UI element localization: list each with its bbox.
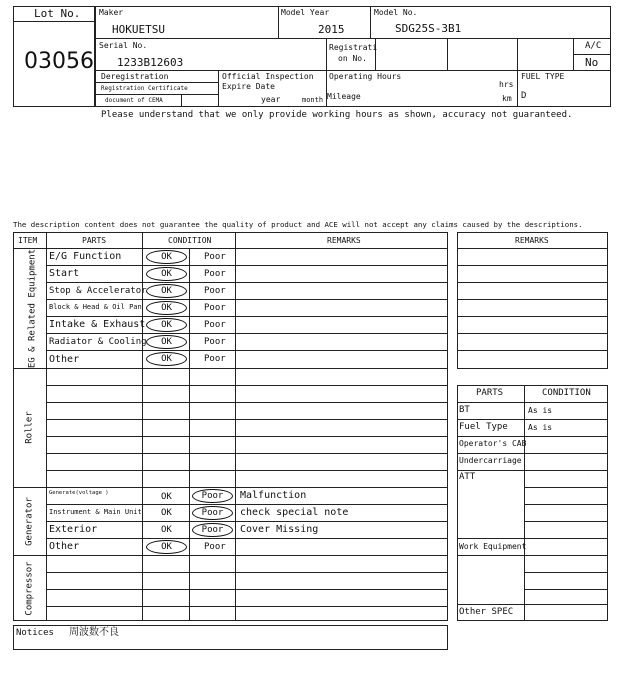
part-label: Other xyxy=(49,541,80,552)
right-condition-value: As is xyxy=(528,406,553,415)
registration-label-2: on No. xyxy=(338,54,367,63)
ok-option: OK xyxy=(161,525,172,535)
right-part-label: BT xyxy=(459,405,470,415)
fuel-type-label: FUEL TYPE xyxy=(521,72,565,81)
model-year-value: 2015 xyxy=(318,23,345,36)
poor-selected: Poor xyxy=(192,489,233,503)
maker-label: Maker xyxy=(99,8,124,17)
inspection-label-2: Expire Date xyxy=(222,82,275,91)
ok-selected: OK xyxy=(146,250,187,264)
hours-notice: Please understand that we only provide working hours as shown, accuracy not guaranteed. xyxy=(101,110,573,120)
poor-option: Poor xyxy=(204,542,226,552)
part-label: Block & Head & Oil Pan xyxy=(49,303,142,311)
section-roller: Roller xyxy=(24,411,35,444)
poor-option: Poor xyxy=(204,354,226,364)
hrs-unit: hrs xyxy=(499,80,514,89)
poor-option: Poor xyxy=(204,269,226,279)
col-parts: PARTS xyxy=(82,236,107,245)
mileage-label: Mileage xyxy=(327,92,361,101)
part-label: Stop & Accelerator xyxy=(49,286,147,296)
col-item: ITEM xyxy=(18,236,38,245)
remark: Cover Missing xyxy=(240,524,319,535)
operating-hours-label: Operating Hours xyxy=(329,72,402,81)
ok-selected: OK xyxy=(146,318,187,332)
right-part-label: ATT xyxy=(459,472,476,482)
poor-option: Poor xyxy=(204,337,226,347)
remark: Malfunction xyxy=(240,490,307,501)
poor-selected: Poor xyxy=(192,523,233,537)
right-part-label: Other SPEC xyxy=(459,607,514,617)
lot-number: 03056 xyxy=(24,49,94,74)
ac-label: A/C xyxy=(585,41,602,51)
poor-option: Poor xyxy=(204,252,226,262)
notices-label: Notices xyxy=(16,628,54,638)
right-remarks-title: REMARKS xyxy=(515,236,549,245)
year-label: year xyxy=(261,95,281,104)
ok-selected: OK xyxy=(146,284,187,298)
right-condition-value: As is xyxy=(528,423,553,432)
section-generator: Generator xyxy=(24,497,35,546)
poor-option: Poor xyxy=(204,286,226,296)
month-label: month xyxy=(302,96,324,104)
section-eg: EG & Related Equipment xyxy=(27,248,38,369)
right-col-parts: PARTS xyxy=(476,388,504,398)
right-part-label: Work Equipment xyxy=(459,542,527,551)
col-remarks: REMARKS xyxy=(327,236,361,245)
part-label: E/G Function xyxy=(49,251,122,262)
ok-option: OK xyxy=(161,492,172,502)
disclaimer: The description content does not guarantee the quality of product and ACE will not accept any claims caused by the descriptions. xyxy=(13,220,583,229)
col-condition: CONDITION xyxy=(168,236,212,245)
poor-selected: Poor xyxy=(192,506,233,520)
part-label: Start xyxy=(49,268,80,279)
fuel-type-value: D xyxy=(521,91,527,101)
lot-label: Lot No. xyxy=(34,7,81,20)
remark: check special note xyxy=(240,507,349,518)
section-compressor: Compressor xyxy=(24,561,35,616)
part-label: Other xyxy=(49,354,80,365)
serial-label: Serial No. xyxy=(99,41,148,50)
right-part-label: Undercarriage xyxy=(459,456,522,465)
maker-value: HOKUETSU xyxy=(112,23,165,36)
ok-option: OK xyxy=(161,508,172,518)
model-no-value: SDG25S-3B1 xyxy=(395,22,462,35)
model-year-label: Model Year xyxy=(281,8,330,17)
notices-value: 周波数不良 xyxy=(69,627,119,638)
right-col-condition: CONDITION xyxy=(542,388,591,398)
part-label: Intake & Exhaust xyxy=(49,319,146,330)
inspection-label: Official Inspection xyxy=(222,72,314,81)
ok-selected: OK xyxy=(146,267,187,281)
registration-certificate-label: Registration Certificate xyxy=(101,85,188,92)
ok-selected: OK xyxy=(146,352,187,366)
ac-value: No xyxy=(585,56,599,69)
right-part-label: Fuel Type xyxy=(459,422,508,432)
right-part-label: Operator's CAB xyxy=(459,439,527,448)
part-label: Radiator & Cooling xyxy=(49,337,147,347)
deregistration-label: Deregistration xyxy=(101,72,169,81)
km-unit: km xyxy=(502,94,512,103)
part-label: Exterior xyxy=(49,524,98,535)
ok-selected: OK xyxy=(146,335,187,349)
part-label: Instrument & Main Unit xyxy=(49,508,142,516)
poor-option: Poor xyxy=(204,303,226,313)
part-label: Generate(voltage ) xyxy=(49,490,109,496)
poor-option: Poor xyxy=(204,320,226,330)
ok-selected: OK xyxy=(146,301,187,315)
ok-selected: OK xyxy=(146,540,187,554)
cema-document-label: document of CEMA xyxy=(105,97,163,104)
serial-value: 1233B12603 xyxy=(117,56,184,69)
model-no-label: Model No. xyxy=(374,8,418,17)
registration-label: Registrati xyxy=(329,43,378,52)
